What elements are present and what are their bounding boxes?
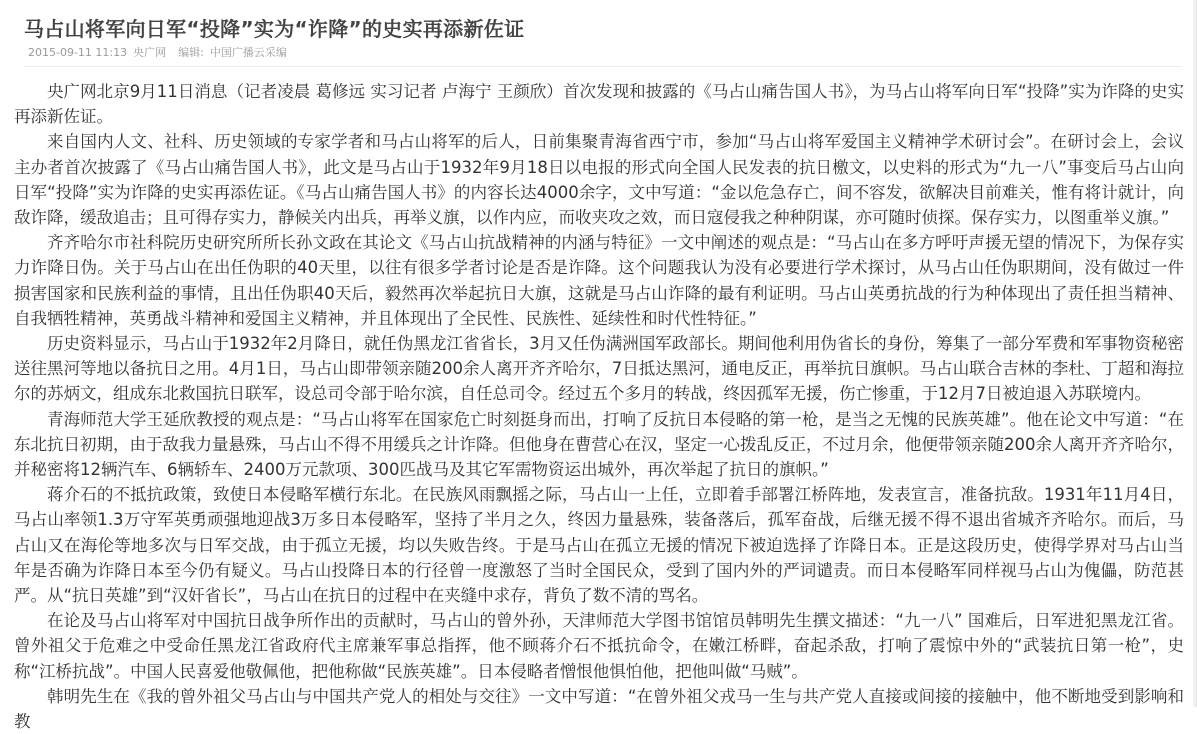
publish-datetime: 2015-09-11 11:13	[28, 46, 128, 59]
scrollbar-track[interactable]	[1193, 0, 1196, 707]
editor-label: 编辑:	[178, 46, 204, 59]
article-paragraph: 在论及马占山将军对中国抗日战争所作出的贡献时，马占山的曾外孙，天津师范大学图书馆馆员韩明先生撰文描述：“九一八” 国难后，日军进犯黑龙江省。曾外祖父于危难之中受命任黑龙江省政府代主席兼军事总指挥，他不顾蒋介石不抵抗命令，在嫩江桥畔，奋起杀敌，打响了震惊中外的“武装抗日第一枪”，史称“江桥抗战”。中国人民喜爱他敬佩他，把他称做“民族英雄”。日本侵略者憎恨他惧怕他，把他叫做“马贼”。	[14, 611, 1184, 681]
article-paragraph: 韩明先生在《我的曾外祖父马占山与中国共产党人的相处与交往》一文中写道：“在曾外祖父戎马一生与共产党人直接或间接的接触中，他不断地受到影响和教	[14, 686, 1184, 732]
title-divider	[24, 66, 1182, 67]
article-body	[14, 79, 1184, 734]
article-paragraph: 央广网北京9月11日消息（记者凌晨 葛修远 实习记者 卢海宁 王颜欣）首次发现和披露的《马占山痛告国人书》，为马占山将军向日军“投降”实为诈降的史实再添新佐证。	[14, 82, 1184, 127]
article-source: 央广网	[133, 46, 167, 59]
article-paragraph: 来自国内人文、社科、历史领域的专家学者和马占山将军的后人，日前集聚青海省西宁市，参加“马占山将军爱国主义精神学术研讨会”。在研讨会上，会议主办者首次披露了《马占山痛告国人书》，此文是马占山于1932年9月18日以电报的形式向全国人民发表的抗日檄文，以史料的形式为“九一八”事变后马占山向日军“投降”实为诈降的史实再添佐证。《马占山痛告国人书》的内容长达4000余字，文中写道：“金以危急存亡，间不容发，欲解决目前难关，惟有将计就计，向敌诈降，缓敌追击；且可得存实力，静候关内出兵，再举义旗，以作内应，而收夹攻之效，而日寇侵我之种种阴谋，亦可随时侦探。保存实力，以图重举义旗。”	[14, 132, 1184, 228]
article-paragraph: 蒋介石的不抵抗政策，致使日本侵略军横行东北。在民族风雨飘摇之际，马占山一上任，立即着手部署江桥阵地，发表宣言，准备抗敌。1931年11月4日，马占山率领1.3万守军英勇顽强地迎战3万多日本侵略军，坚持了半月之久，终因力量悬殊，装备落后，孤军奋战，后继无援不得不退出省城齐齐哈尔。而后，马占山又在海伦等地多次与日军交战，由于孤立无援，均以失败告终。于是马占山在孤立无援的情况下被迫选择了诈降日本。正是这段历史，使得学界对马占山当年是否确为诈降日本至今仍有疑义。马占山投降日本的行径曾一度激怒了当时全国民众，受到了国内外的严词谴责。而日本侵略军同样视马占山为傀儡，防范甚严。从“抗日英雄”到“汉奸省长”，马占山在抗日的过程中在夹缝中求存，背负了数不清的骂名。	[14, 485, 1184, 606]
article-title: 马占山将军向日军“投降”实为“诈降”的史实再添新佐证	[24, 17, 525, 41]
article-paragraph: 齐齐哈尔市社科院历史研究所所长孙文政在其论文《马占山抗战精神的内涵与特征》一文中阐述的观点是：“马占山在多方呼吁声援无望的情况下，为保存实力诈降日伪。关于马占山在出任伪职的40天里，以往有很多学者讨论是否是诈降。这个问题我认为没有必要进行学术探讨，从马占山任伪职期间，没有做过一件损害国家和民族利益的事情，且出任伪职40天后，毅然再次举起抗日大旗，这就是马占山诈降的最有利证明。马占山英勇抗战的行为种体现出了责任担当精神、自我牺牲精神，英勇战斗精神和爱国主义精神，并且体现出了全民性、民族性、延续性和时代性特征。”	[14, 233, 1184, 328]
article-paragraph: 历史资料显示，马占山于1932年2月降日，就任伪黑龙江省省长，3月又任伪满洲国军政部长。期间他利用伪省长的身份，筹集了一部分军费和军事物资秘密送往黑河等地以备抗日之用。4月1日，马占山即带领亲随200余人离开齐齐哈尔，7日抵达黑河，通电反正，再举抗日旗帜。马占山联合吉林的李杜、丁超和海拉尔的苏炳文，组成东北救国抗日联军，设总司令部于哈尔滨，自任总司令。经过五个多月的转战，终因孤军无援，伤亡惨重，于12月7日被迫退入苏联境内。	[14, 334, 1184, 404]
article-paragraph: 青海师范大学王延欣教授的观点是：“马占山将军在国家危亡时刻挺身而出，打响了反抗日本侵略的第一枪，是当之无愧的民族英雄”。他在论文中写道：“在东北抗日初期，由于敌我力量悬殊，马占山不得不用缓兵之计诈降。但他身在曹营心在汉，坚定一心拨乱反正，不过月余，他便带领亲随200余人离开齐齐哈尔，并秘密将12辆汽车、6辆轿车、2400万元款项、300匹战马及其它军需物资运出城外，再次举起了抗日的旗帜。”	[14, 409, 1184, 480]
editor-name: 中国广播云采编	[209, 46, 287, 59]
article-meta	[28, 44, 293, 60]
